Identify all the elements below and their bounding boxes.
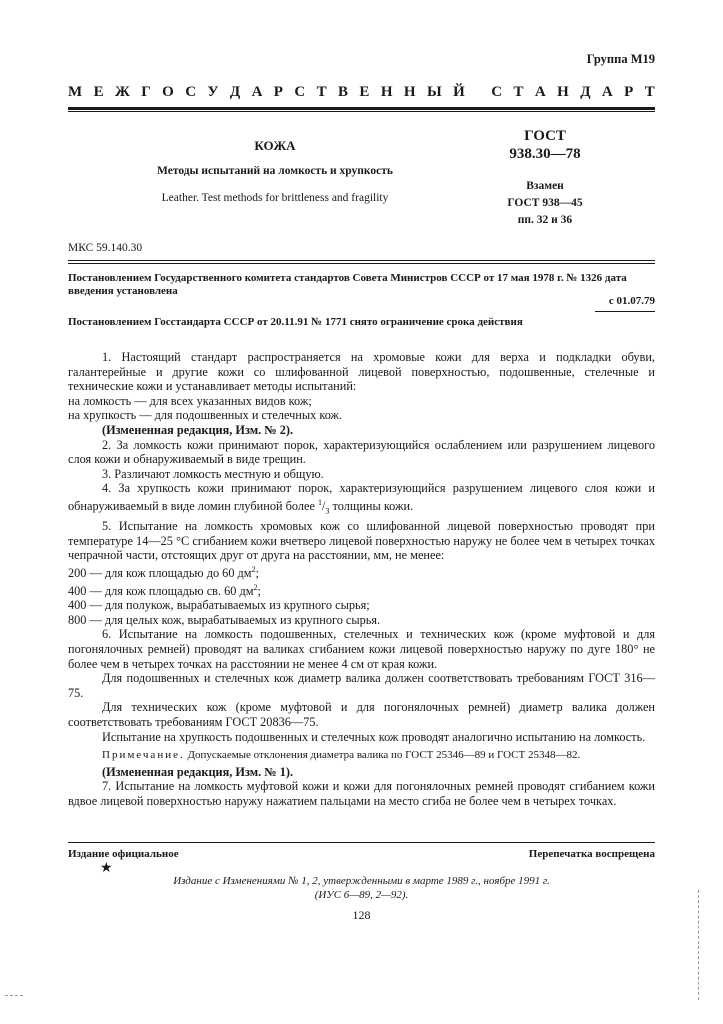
gost-number: 938.30—78	[509, 146, 581, 162]
heading-letter: У	[207, 84, 219, 100]
replaces-gost: ГОСТ 938—45	[507, 197, 583, 209]
replaces-label: Взамен	[526, 180, 564, 192]
heading-letter: А	[534, 84, 546, 100]
heading-letter: Ы	[426, 84, 442, 100]
replaces-items: пп. 32 и 36	[517, 214, 573, 226]
effective-date: с 01.07.79	[608, 295, 655, 307]
star-icon: ★	[100, 861, 113, 876]
heading-letter: М	[68, 84, 83, 100]
document-title: КОЖА	[254, 138, 296, 153]
heading-letter: Д	[229, 84, 241, 100]
revision-note-1: (Измененная редакция, Изм. № 1).	[102, 764, 294, 779]
heading-letter: С	[185, 84, 197, 100]
divider	[68, 260, 655, 261]
clause-5: 5. Испытание на ломкость хромовых кож со шлифованной лицевой поверхностью проводят при температуре 14—25 °С сгибанием кожи вчетверо лицевой поверхностью наружу не более чем в четырех точках чепрачной части, отстоящих друг от друга на расстоянии, мм, не менее:	[68, 519, 655, 563]
clause-5-item-800: 800 — для целых кож, вырабатываемых из крупного сырья.	[68, 612, 381, 627]
reprint-notice: Перепечатка воспрещена	[528, 848, 655, 860]
clause-6-para-a: Для подошвенных и стелечных кож диаметр валика должен соответствовать требованиям ГОСТ 316—75.	[68, 671, 655, 700]
heading-letter: Д	[580, 84, 591, 100]
heading-letter: Р	[624, 84, 634, 100]
edition-note: Издание с Изменениями № 1, 2, утвержденными в марте 1989 г., ноябре 1991 г. (ИУС 6—89, 2—92).	[173, 875, 550, 901]
clause-6-para-c: Испытание на хрупкость подошвенных и стелечных кож проводят аналогично испытанию на ломкость.	[102, 729, 646, 744]
effective-date-rule	[595, 311, 655, 312]
clause-6-para-b: Для технических кож (кроме муфтовой и для погонялочных ремней) диаметр валика должен соответствовать требованиям ГОСТ 20836—75.	[68, 700, 655, 729]
note: Примечание. Допускаемые отклонения диаметра валика по ГОСТ 25346—89 и ГОСТ 25348—82.	[102, 749, 581, 762]
document-body	[68, 350, 655, 809]
divider-thin	[68, 263, 655, 264]
header-rule	[68, 107, 655, 110]
heading-letter: Ж	[114, 84, 130, 100]
clause-4: 4. За хрупкость кожи принимают порок, характеризующийся разрушением лицевого слоя кожи и обнаруживаемый в виде ломин глубиной более $^1/_3$ толщины кожи.	[68, 481, 655, 516]
clause-1-item-b: на хрупкость — для подошвенных и стелечных кож.	[68, 408, 343, 423]
heading-letter: Т	[513, 84, 524, 100]
footer-rule	[68, 842, 655, 843]
heading-letter: Т	[316, 84, 327, 100]
heading-letter: Й	[453, 84, 465, 100]
decree-introduction: Постановлением Государственного комитета стандартов Совета Министров СССР от 17 мая 1978 г. № 1326 дата введения установлена	[68, 272, 627, 297]
header-rule-thin	[68, 111, 655, 112]
decree-validity: Постановлением Госстандарта СССР от 20.11.91 № 1771 снято ограничение срока действия	[68, 316, 523, 328]
heading-letter: Т	[644, 84, 655, 100]
clause-1-item-a: на ломкость — для всех указанных видов кож;	[68, 393, 312, 408]
document-subtitle-en: Leather. Test methods for brittleness and fragility	[161, 192, 389, 204]
clause-2: 2. За ломкость кожи принимают порок, характеризующийся ослаблением или разрушением лицевого слоя кожи и обнаруживаемый в виде трещин.	[68, 437, 655, 467]
heading-letter: С	[491, 84, 503, 100]
heading-letter: А	[251, 84, 263, 100]
group-code: Группа М19	[586, 52, 655, 66]
heading-letter: Н	[403, 84, 416, 100]
heading-letter: Н	[557, 84, 569, 100]
heading-letter: Н	[380, 84, 393, 100]
crop-mark-vertical	[698, 890, 699, 1000]
heading-letter: Г	[141, 84, 151, 100]
heading-letter: В	[338, 84, 349, 100]
clause-5-item-400a: 400 — для кож площадью св. 60 $дм^2$;	[68, 582, 261, 598]
heading-letter: С	[294, 84, 306, 100]
clause-5-item-400b: 400 — для полукож, вырабатываемых из крупного сырья;	[68, 598, 370, 613]
document-subtitle-ru: Методы испытаний на ломкость и хрупкость	[157, 165, 393, 177]
heading-letter: Е	[93, 84, 104, 100]
heading-letter	[476, 84, 480, 101]
revision-note-2: (Измененная редакция, Изм. № 2).	[102, 422, 294, 437]
official-edition: Издание официальное	[68, 848, 179, 860]
crop-mark-horizontal	[5, 995, 23, 996]
clause-3: 3. Различают ломкость местную и общую.	[102, 466, 324, 481]
heading-letter: А	[601, 84, 613, 100]
clause-1: 1. Настоящий стандарт распространяется на хромовые кожи для верха и подкладки обуви, галантерейные и другие кожи со шлифованной лицевой поверхностью, подошвенные, стелечные и технические кожи и устанавливает методы испытаний:	[68, 350, 655, 394]
clause-7: 7. Испытание на ломкость муфтовой кожи и кожи для погонялочных ремней проводят сгибанием кожи вдвое лицевой поверхностью наружу нажатием пальцами на место сгиба не более чем в четырех точках.	[68, 779, 655, 808]
clause-6: 6. Испытание на ломкость подошвенных, стелечных и технических кож (кроме муфтовой и для погонялочных ремней) проводят на валиках сгибанием кожи лицевой поверхностью наружу по дуге 180° не более чем в четырех точках на расстоянии не менее 4 см от края кожи.	[68, 627, 655, 671]
clause-5-item-200: 200 — для кож площадью до 60 $дм^2$;	[68, 564, 260, 580]
heading-letter: Р	[273, 84, 283, 100]
heading-letter: О	[162, 84, 174, 100]
heading-letter: Е	[359, 84, 370, 100]
gost-label: ГОСТ	[524, 128, 566, 144]
page-number: 128	[352, 908, 371, 922]
standard-type-heading	[68, 84, 655, 101]
mks-code: МКС 59.140.30	[68, 242, 143, 254]
